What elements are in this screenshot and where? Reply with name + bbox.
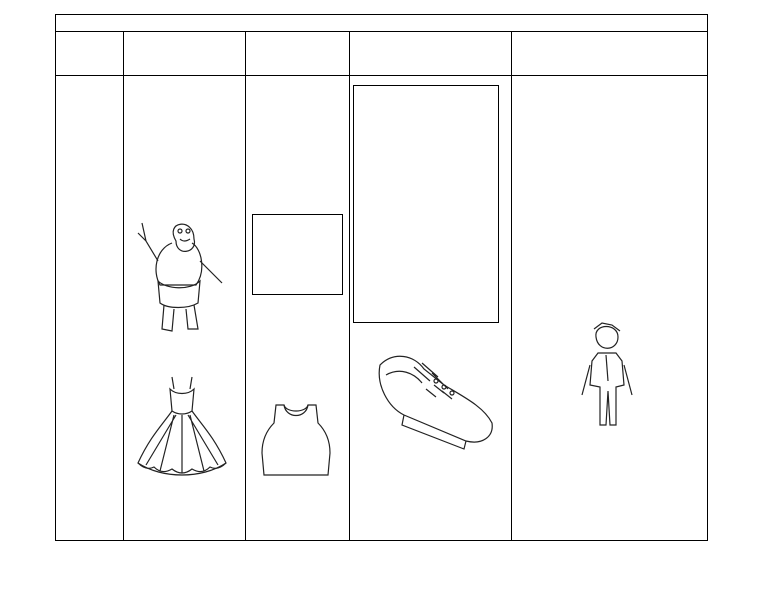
column-divider [123,31,124,540]
tank-top-drawing [256,401,336,479]
page-title [56,15,707,32]
pronoun-box [252,214,343,295]
estilos-column [516,67,706,540]
dress-drawing [132,375,232,485]
boy-in-suit-drawing [578,321,638,431]
column-divider [245,31,246,540]
header-adjetivos [127,31,245,76]
header-prendas [61,31,121,77]
sneaker-drawing [374,345,499,455]
prendas-column [61,72,123,540]
materials-box [353,85,499,323]
cartoon-man-underwear-drawing [136,213,226,338]
column-divider [349,31,350,540]
vocabulary-table [55,14,708,541]
column-divider [511,31,512,540]
